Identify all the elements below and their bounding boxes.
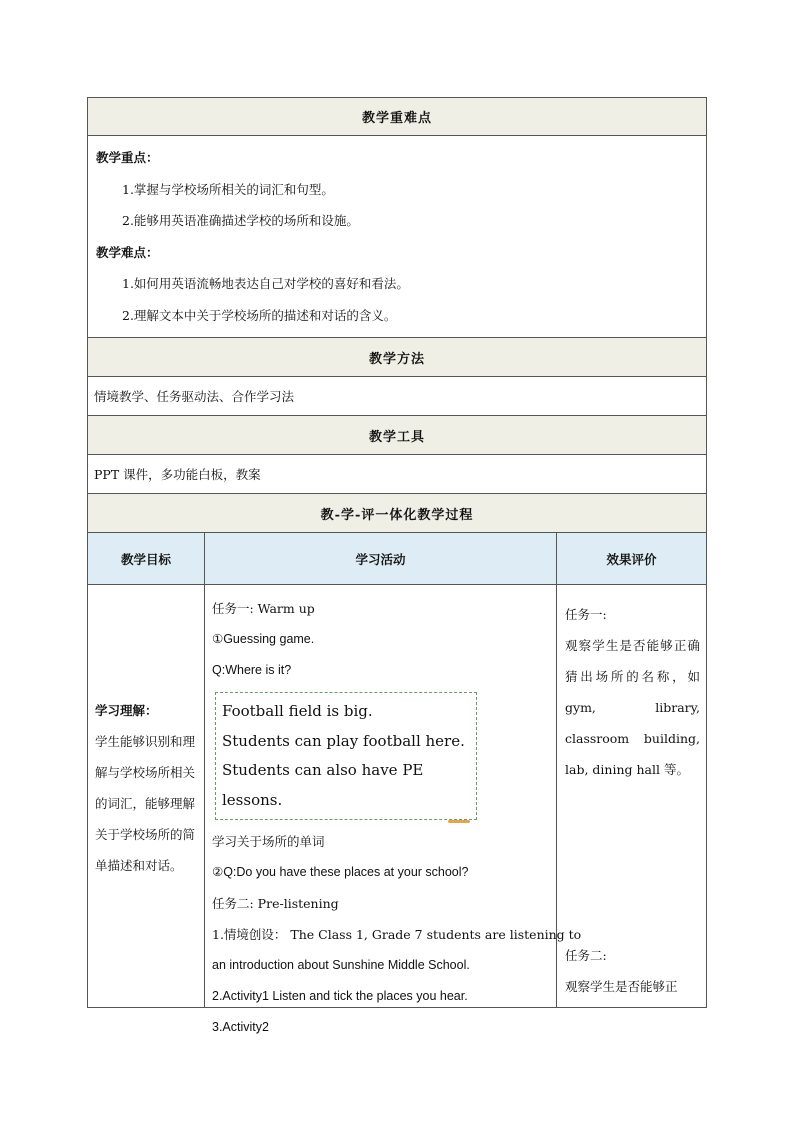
task1-label: 任务一: Warm up <box>212 601 315 616</box>
process-column-headers <box>87 533 707 585</box>
key-points-header <box>87 97 707 136</box>
methods-title: 教学方法 <box>368 351 425 367</box>
tools-header <box>87 416 707 455</box>
guessing-game: ①Guessing game. <box>212 632 315 646</box>
difficulty-item: 1.如何用英语流畅地表达自己对学校的喜好和看法。 <box>122 276 409 291</box>
methods-content: 情境教学、任务驱动法、合作学习法 <box>87 377 707 416</box>
lesson-plan-table <box>87 97 707 1034</box>
focus-item: 1.掌握与学校场所相关的词汇和句型。 <box>122 181 334 197</box>
spacer <box>565 785 700 940</box>
objective-cell <box>88 585 205 1007</box>
eval-task2-label: 任务二: <box>565 948 607 963</box>
col-header-activities: 学习活动 <box>205 533 557 584</box>
eval-task1-label: 任务一: <box>565 607 607 622</box>
process-content-row <box>87 585 707 1034</box>
focus-heading: 教学重点： <box>96 150 159 165</box>
activity1-line: 2.Activity1 Listen and tick the places you hear. <box>212 989 468 1003</box>
evaluation-cell <box>557 585 706 1007</box>
difficulty-heading: 教学难点： <box>96 244 159 260</box>
objective-text: 学生能够识别和理解与学校场所相关的词汇，能够理解关于学校场所的简单描述和对话。 <box>95 734 196 873</box>
clue-line: Students can play football here. <box>222 731 465 750</box>
scene-line: 1.情境创设： The Class 1, Grade 7 students are listening to <box>212 927 582 942</box>
activities-cell <box>205 585 582 1034</box>
objective-heading: 学习理解： <box>95 703 158 718</box>
process-title: 教-学-评一体化教学过程 <box>320 507 474 523</box>
difficulty-item: 2.理解文本中关于学校场所的描述和对话的含义。 <box>122 307 397 323</box>
where-question: Q:Where is it? <box>212 663 292 677</box>
eval-task2-text: 观察学生是否能够正 <box>565 979 678 994</box>
process-header <box>87 494 707 533</box>
clue-line: Students can also have PE lessons. <box>222 761 424 809</box>
key-points-body <box>87 136 707 338</box>
focus-item: 2.能够用英语准确描述学校的场所和设施。 <box>122 213 359 228</box>
clue-line: Football field is big. <box>222 702 373 720</box>
task2-label: 任务二: Pre-listening <box>212 896 339 911</box>
key-points-title: 教学重难点 <box>361 111 432 126</box>
scene-line: an introduction about Sunshine Middle School. <box>212 958 470 972</box>
clue-box <box>215 692 477 820</box>
learn-words: 学习关于场所的单词 <box>212 834 325 849</box>
tools-content: PPT 课件，多功能白板，教案 <box>87 455 707 494</box>
places-question: ②Q:Do you have these places at your school? <box>212 865 469 879</box>
tools-title: 教学工具 <box>368 429 425 445</box>
eval-task1-text: 观察学生是否能够正确猜出场所的名称，如 gym, library, classroom building, lab, dining hall 等。 <box>565 638 700 777</box>
activity2-line: 3.Activity2 <box>212 1020 269 1034</box>
col-header-objective: 教学目标 <box>88 533 205 584</box>
col-header-evaluation: 效果评价 <box>606 551 657 567</box>
highlight-mark <box>448 820 470 823</box>
methods-header <box>87 338 707 377</box>
